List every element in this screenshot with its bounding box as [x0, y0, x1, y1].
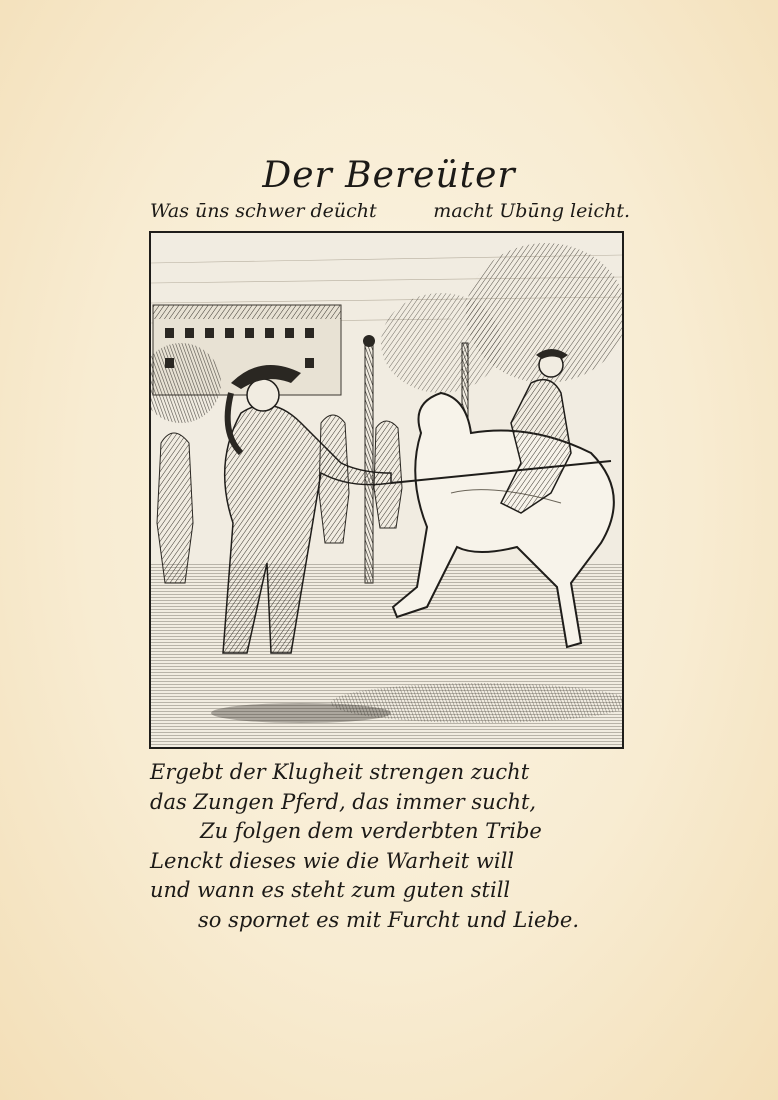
motto-right: macht Ubūng leicht.: [433, 200, 630, 222]
verse-line: so spornet es mit Furcht und Liebe.: [198, 907, 580, 932]
motto: [150, 200, 630, 222]
verse-line: Zu folgen dem verderbten Tribe: [200, 819, 542, 843]
verse: [150, 758, 620, 935]
verse-line: und wann es steht zum guten still: [150, 878, 511, 902]
verse-line: Lenckt dieses wie die Warheit will: [150, 848, 515, 873]
engraving-illustration: [149, 231, 624, 749]
verse-line: das Zungen Pferd, das immer sucht,: [150, 789, 537, 814]
page-title: Der Bereüter: [262, 155, 516, 196]
engraving-riding-master-horse-icon: [151, 233, 622, 747]
verse-line: Ergebt der Klugheit strengen zucht: [150, 760, 530, 784]
motto-left: Was ūns schwer deücht: [150, 200, 377, 222]
